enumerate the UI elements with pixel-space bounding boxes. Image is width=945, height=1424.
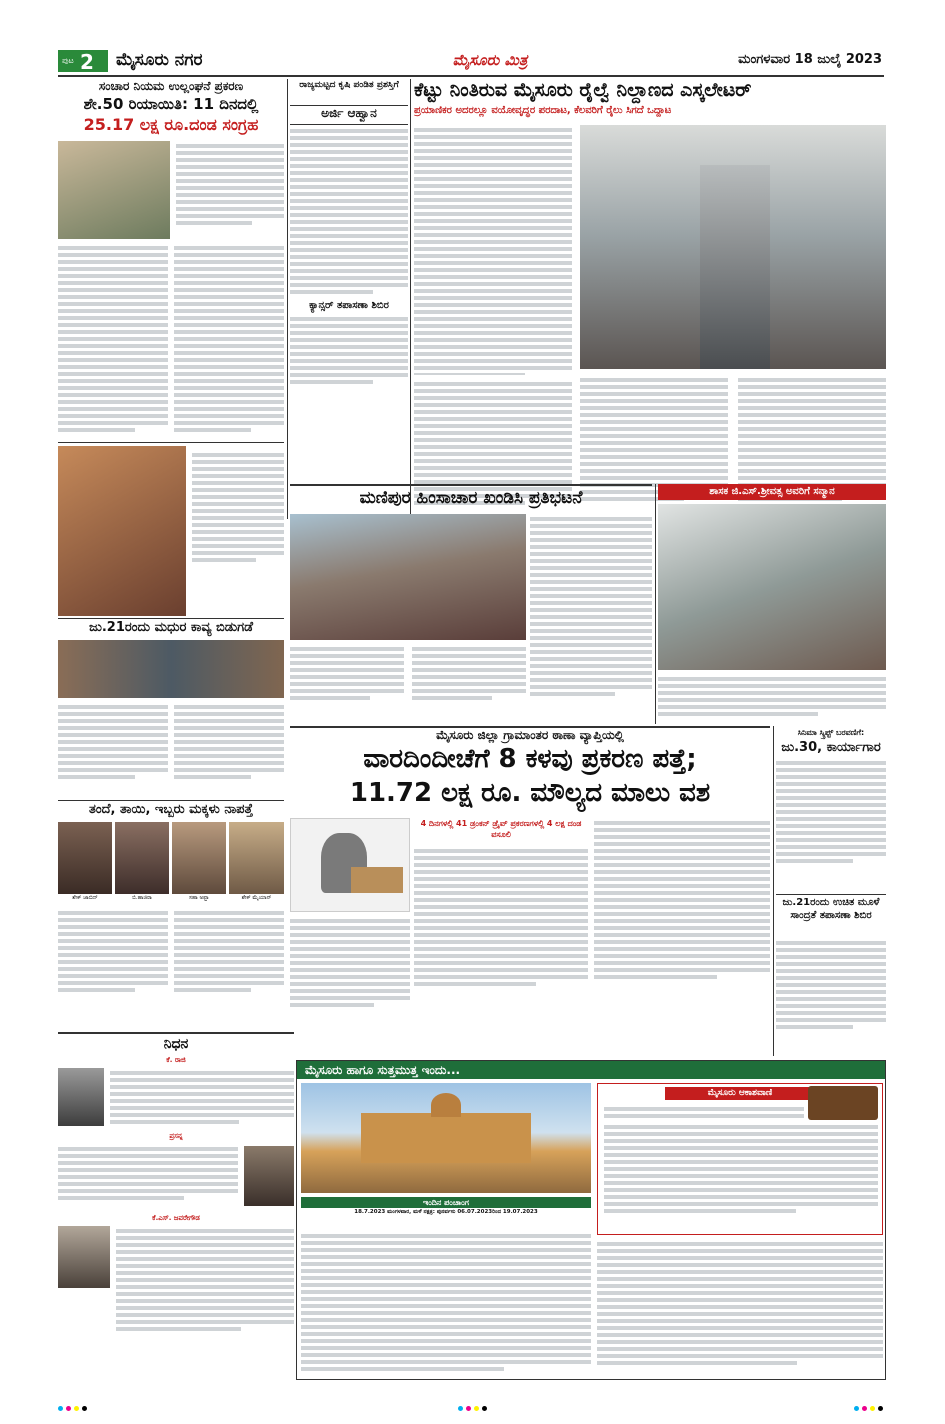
today-listings-right bbox=[597, 1239, 883, 1377]
obituary-name: ಕೆ. ರಾಜಿ bbox=[166, 1056, 186, 1064]
poetry-title: ಜು.21ರಂದು ಮಧುರ ಕಾವ್ಯ ಬಿಡುಗಡೆ bbox=[89, 620, 253, 635]
manipur-photo bbox=[290, 514, 526, 640]
traffic-photo bbox=[58, 141, 170, 239]
poetry-body bbox=[58, 702, 284, 798]
obituary-name: ಕೆ.ಎಸ್. ಜವರೇಗೌಡ bbox=[152, 1214, 200, 1222]
missing-photos bbox=[58, 822, 284, 904]
column-rule bbox=[287, 79, 288, 519]
registration-marks bbox=[58, 1404, 884, 1412]
today-section bbox=[296, 1060, 886, 1380]
mla-photo bbox=[658, 504, 886, 670]
section-rule bbox=[290, 484, 652, 486]
panchanga-box bbox=[301, 1197, 591, 1227]
obituary-body bbox=[58, 1144, 238, 1204]
section-title: ಮೈಸೂರು ನಗರ bbox=[116, 50, 203, 70]
page-number: 2 bbox=[80, 50, 94, 72]
traffic-article bbox=[58, 79, 284, 469]
section-rule bbox=[58, 618, 284, 619]
theft-illustration bbox=[290, 818, 410, 912]
award-caption bbox=[192, 450, 284, 616]
obituary-body bbox=[116, 1226, 294, 1376]
escalator-body-left bbox=[414, 125, 572, 375]
today-listings-left bbox=[301, 1231, 591, 1377]
escalator-article bbox=[414, 79, 886, 519]
theft-body-mid bbox=[414, 846, 588, 1056]
award-photo bbox=[58, 446, 186, 616]
manipur-body-bottom bbox=[290, 644, 526, 724]
traffic-title-3: 25.17 ಲಕ್ಷ ರೂ.ದಂಡ ಸಂಗ್ರಹ bbox=[83, 115, 259, 134]
theft-title-2: 11.72 ಲಕ್ಷ ರೂ. ಮೌಲ್ಯದ ಮಾಲು ವಶ bbox=[349, 778, 711, 808]
missing-photo bbox=[229, 822, 284, 894]
theft-article bbox=[290, 728, 770, 1056]
obituary-photo bbox=[244, 1146, 294, 1206]
missing-name: ಶೇಕ್ ಮೈಯಾನ್ bbox=[241, 895, 272, 901]
radio-title: ಮೈಸೂರು ಆಕಾಶವಾಣಿ bbox=[665, 1087, 815, 1100]
mla-title: ಶಾಸಕ ಜಿ.ಎಸ್.ಶ್ರೀವತ್ಸ ಅವರಿಗೆ ಸನ್ಮಾನ bbox=[658, 484, 886, 500]
agri-kicker: ರಾಜ್ಯಮಟ್ಟದ ಕೃಷಿ ಪಂಡಿತ ಪ್ರಶಸ್ತಿಗೆ bbox=[299, 80, 399, 90]
section-rule bbox=[58, 442, 284, 443]
mla-caption bbox=[658, 674, 886, 724]
masthead: ಮೈಸೂರು ಮಿತ್ರ bbox=[452, 51, 528, 69]
missing-photo bbox=[172, 822, 226, 894]
cancer-camp-title: ಕ್ಯಾನ್ಸರ್ ತಪಾಸಣಾ ಶಿಬಿರ bbox=[309, 300, 389, 311]
traffic-body bbox=[58, 243, 284, 468]
page-header bbox=[0, 47, 945, 75]
issue-date: ಮಂಗಳವಾರ 18 ಜುಲೈ 2023 bbox=[738, 52, 882, 67]
missing-body bbox=[58, 908, 284, 1030]
missing-name: ಶೇಕ್ ಜಾಬಿದ್ bbox=[72, 895, 98, 901]
manipur-article bbox=[290, 488, 652, 724]
manipur-title: ಮಣಿಪುರ ಹಿಂಸಾಚಾರ ಖಂಡಿಸಿ ಪ್ರತಿಭಟನೆ bbox=[359, 488, 583, 508]
traffic-quote bbox=[176, 141, 284, 239]
column-rule bbox=[655, 484, 656, 724]
radio-box bbox=[597, 1083, 883, 1235]
today-title: ಮೈಸೂರು ಹಾಗೂ ಸುತ್ತಮುತ್ತ ಇಂದು... bbox=[297, 1061, 885, 1079]
theft-body-left bbox=[290, 916, 410, 1056]
missing-article bbox=[58, 802, 284, 1030]
obituary-photo bbox=[58, 1068, 104, 1126]
poetry-photo bbox=[58, 640, 284, 698]
traffic-title-2: ಶೇ.50 ರಿಯಾಯಿತಿ: 11 ದಿನದಲ್ಲಿ bbox=[83, 95, 259, 113]
section-rule bbox=[58, 1032, 294, 1034]
page-label: ಪುಟ bbox=[62, 56, 74, 65]
escalator-subtitle: ಪ್ರಯಾಣಿಕರ ಅದರಲ್ಲೂ ವಯೋವೃದ್ಧರ ಪರದಾಟ, ಕೆಲವರಿಗೆ ರೈಲು ಸಿಗದೆ ಒದ್ದಾಟ bbox=[414, 105, 672, 116]
obituary-section bbox=[58, 1036, 294, 1376]
section-rule bbox=[58, 800, 284, 801]
page-number-box bbox=[58, 50, 108, 72]
obituary-title: ನಿಧನ bbox=[163, 1036, 189, 1052]
cinema-kicker: ಸಿನಿಮಾ ಸ್ಕ್ರಿಪ್ಟ್ ಬರವಣಿಗೆ: bbox=[797, 728, 865, 737]
manipur-body-right bbox=[530, 514, 652, 724]
missing-name: ಸಹಾ ಅಫ್ಜಾ bbox=[189, 895, 209, 901]
missing-name: ಬಿ.ಹಾಜಿರಾ bbox=[132, 895, 152, 901]
cinema-title: ಜು.30, ಕಾರ್ಯಾಗಾರ bbox=[781, 740, 881, 755]
agri-title: ಅರ್ಜಿ ಆಹ್ವಾನ bbox=[290, 105, 408, 125]
theft-body-right bbox=[594, 818, 770, 1056]
theft-kicker: ಮೈಸೂರು ಜಿಲ್ಲಾ ಗ್ರಾಮಾಂತರ ಠಾಣಾ ವ್ಯಾಪ್ತಿಯಲ್ಲಿ bbox=[436, 728, 624, 742]
award-article bbox=[58, 446, 284, 616]
missing-photo bbox=[58, 822, 112, 894]
palace-photo bbox=[301, 1083, 591, 1193]
agri-article bbox=[290, 79, 408, 519]
escalator-photo bbox=[580, 125, 886, 369]
camp-article bbox=[776, 896, 886, 1056]
obituary-photo bbox=[58, 1226, 110, 1288]
mla-article bbox=[658, 484, 886, 724]
panchanga-title: ಇಂದಿನ ಪಂಚಾಂಗ bbox=[301, 1197, 591, 1208]
camp-title: ಜು.21ರಂದು ಉಚಿತ ಮೂಳೆ ಸಾಂದ್ರತೆ ತಪಾಸಣಾ ಶಿಬಿರ bbox=[782, 897, 880, 921]
traffic-title-1: ಸಂಚಾರ ನಿಯಮ ಉಲ್ಲಂಘನೆ ಪ್ರಕರಣ bbox=[98, 79, 244, 93]
column-rule bbox=[773, 726, 774, 1056]
obituary-name: ಪ್ರಸನ್ನ bbox=[169, 1132, 183, 1140]
theft-subtitle: 4 ದಿನಗಳಲ್ಲಿ 41 ಡ್ರಂಕನ್ ಡ್ರೈವ್ ಪ್ರಕರಣಗಳಲ್ಲಿ 4 ಲಕ್ಷ ದಂಡ ವಸೂಲಿ bbox=[420, 819, 582, 839]
obituary-body bbox=[110, 1068, 294, 1128]
escalator-title: ಕೆಟ್ಟು ನಿಂತಿರುವ ಮೈಸೂರು ರೈಲ್ವೆ ನಿಲ್ದಾಣದ ಎಸ್ಕಲೇಟರ್ bbox=[414, 79, 752, 101]
theft-title-1: ವಾರದಿಂದೀಚೆಗೆ 8 ಕಳವು ಪ್ರಕರಣ ಪತ್ತೆ; bbox=[363, 744, 697, 774]
cinema-article bbox=[776, 728, 886, 892]
header-rule bbox=[58, 75, 884, 77]
section-rule bbox=[776, 894, 886, 895]
missing-title: ತಂದೆ, ತಾಯಿ, ಇಬ್ಬರು ಮಕ್ಕಳು ನಾಪತ್ತೆ bbox=[88, 802, 254, 817]
missing-photo bbox=[115, 822, 169, 894]
panchanga-line: 18.7.2023 ಮಂಗಳವಾರ, ಮಳೆ ನಕ್ಷತ್ರ: ಪುನರ್ವಸು 06.07.2023ರಿಂದ 19.07.2023 bbox=[354, 1209, 538, 1215]
column-rule bbox=[410, 79, 411, 519]
poetry-article bbox=[58, 620, 284, 798]
